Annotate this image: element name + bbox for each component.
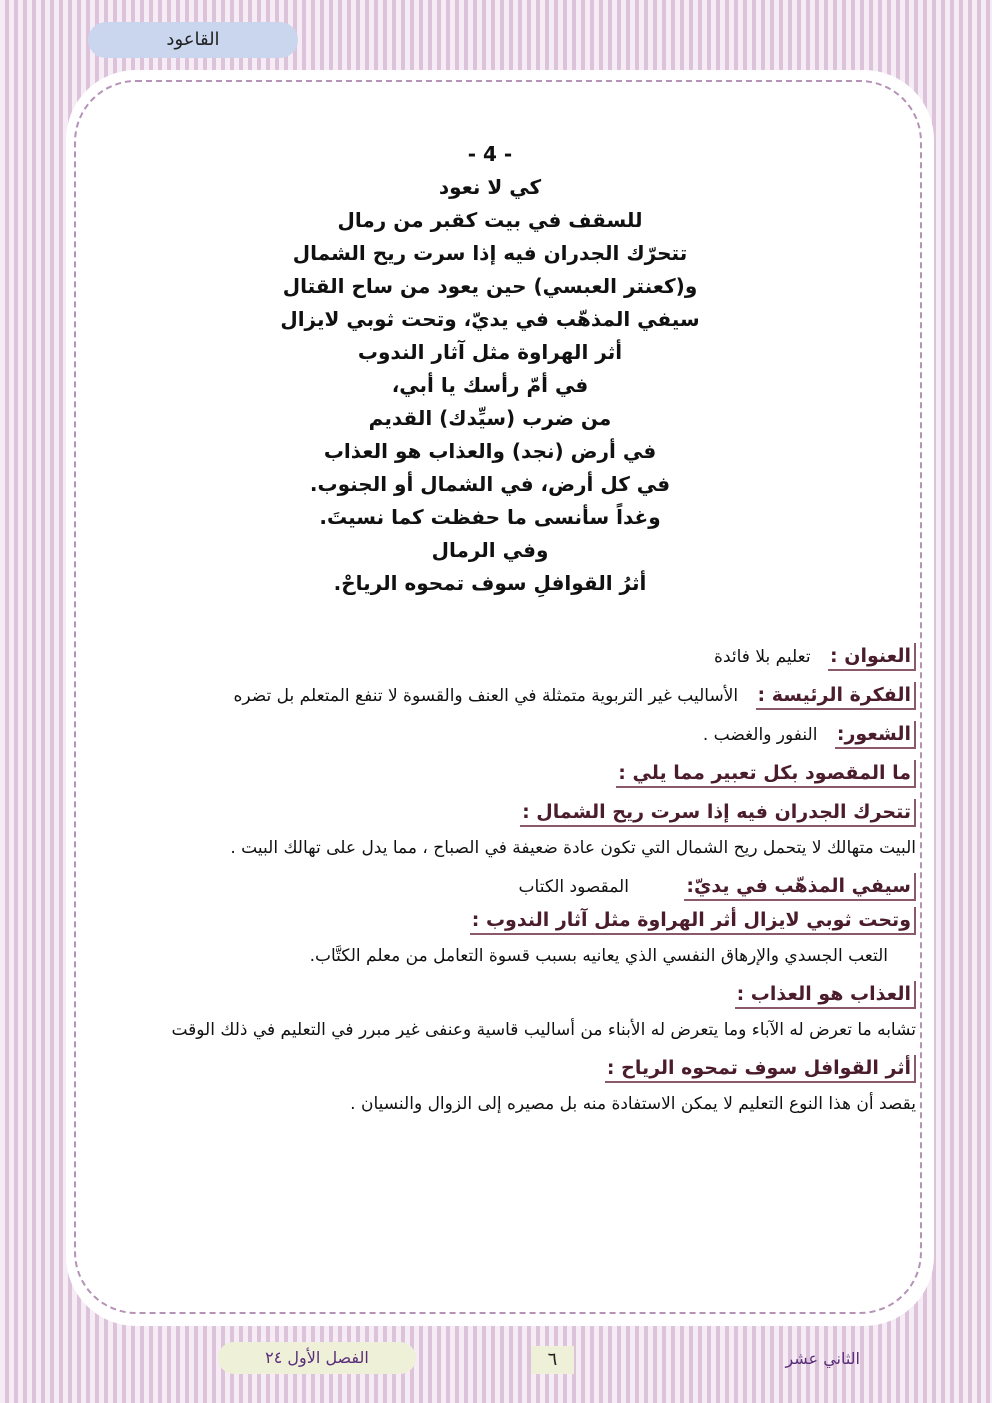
idea-label: الفكرة الرئيسة : — [756, 682, 916, 710]
poem-line: و(كعنتر العبسي) حين يعود من ساح القتال — [282, 274, 698, 298]
poem-line: أثر الهراوة مثل آثار الندوب — [357, 340, 623, 364]
feeling-value: النفور والغضب . — [702, 725, 818, 745]
title-label: العنوان : — [828, 643, 916, 671]
q4-heading: العذاب هو العذاب : — [735, 981, 916, 1009]
poem-line: أثرُ القوافلِ سوف تمحوه الرياحْ. — [333, 571, 647, 595]
poem-line: وفي الرمال — [431, 538, 549, 562]
a4-answer: تشابه ما تعرض له الآباء وما يتعرض له الأبناء من أساليب قاسية وعنفى غير مبرر في التعليم في ذلك الوقت — [171, 1020, 916, 1040]
header-tag: القاعود — [88, 22, 298, 58]
q2-row — [76, 873, 916, 901]
q3-heading: وتحت ثوبي لايزال أثر الهراوة مثل آثار الندوب : — [470, 907, 916, 935]
page-number: ٦ — [531, 1346, 574, 1374]
poem — [190, 138, 790, 600]
feeling-row — [76, 721, 916, 749]
title-value: تعليم بلا فائدة — [714, 647, 811, 667]
q5-heading: أثر القوافل سوف تمحوه الرياح : — [605, 1055, 916, 1083]
title-row — [76, 643, 916, 671]
footer-semester: الفصل الأول ٢٤ — [218, 1342, 416, 1374]
poem-line: في أمّ رأسك يا أبي، — [391, 373, 589, 397]
poem-line: وغداً سأنسى ما حفظت كما نسيتَ. — [319, 505, 661, 529]
q3-row — [76, 907, 916, 935]
meaning-heading: ما المقصود بكل تعبير مما يلي : — [616, 760, 916, 788]
a3-answer: التعب الجسدي والإرهاق النفسي الذي يعانيه بسبب قسوة التعامل من معلم الكتَّاب. — [309, 946, 888, 966]
poem-line: في أرض (نجد) والعذاب هو العذاب — [323, 439, 657, 463]
footer-grade: الثاني عشر — [785, 1349, 860, 1368]
q2-heading: سيفي المذهّب في يديّ: — [684, 873, 916, 901]
q1-row — [76, 799, 916, 827]
idea-row — [76, 682, 916, 710]
poem-number: - 4 - — [467, 142, 513, 166]
q5-row — [76, 1055, 916, 1083]
analysis-section — [76, 643, 916, 1128]
poem-line: سيفي المذهّب في يديّ، وتحت ثوبي لايزال — [280, 307, 700, 331]
q4-row — [76, 981, 916, 1009]
a5-answer: يقصد أن هذا النوع التعليم لا يمكن الاستفادة منه بل مصيره إلى الزوال والنسيان . — [350, 1094, 916, 1114]
feeling-label: الشعور: — [835, 721, 916, 749]
a2-answer: المقصود الكتاب — [518, 877, 629, 897]
a1-answer: البيت متهالك لا يتحمل ريح الشمال التي تكون عادة ضعيفة في الصباح ، مما يدل على تهالك البيت . — [230, 838, 916, 858]
idea-value: الأساليب غير التربوية متمثلة في العنف والقسوة لا تنفع المتعلم بل تضره — [233, 686, 739, 706]
poem-line: من ضرب (سيِّدك) القديم — [368, 406, 612, 430]
q1-heading: تتحرك الجدران فيه إذا سرت ريح الشمال : — [520, 799, 916, 827]
meaning-heading-row — [76, 760, 916, 788]
poem-line: في كل أرض، في الشمال أو الجنوب. — [309, 472, 671, 496]
poem-title: كي لا نعود — [438, 175, 542, 199]
poem-line: تتحرّك الجدران فيه إذا سرت ريح الشمال — [292, 241, 688, 265]
poem-line: للسقف في بيت كقبر من رمال — [337, 208, 643, 232]
